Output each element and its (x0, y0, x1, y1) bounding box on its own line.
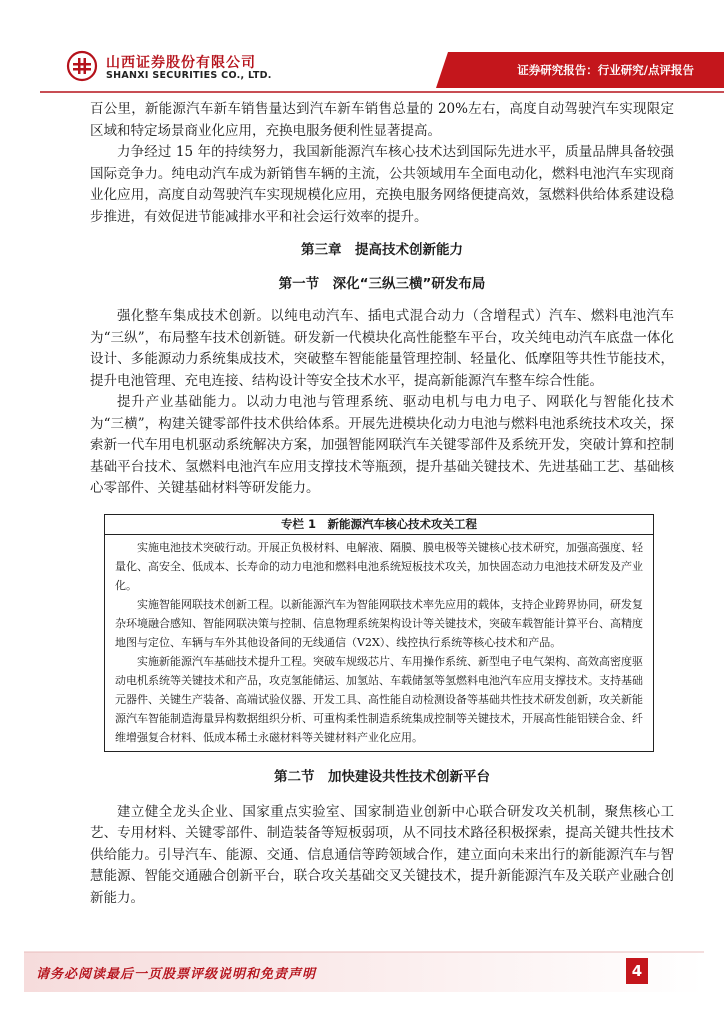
paragraph: 建立健全龙头企业、国家重点实验室、国家制造业创新中心联合研发攻关机制，聚焦核心工艺、专用材料、关键零部件、制造装备等短板弱项，从不同技术路径积极探索，提高关键共性技术供给能力。引导汽车、能源、交通、信息通信等跨领域合作，建立面向未来出行的新能源汽车与智慧能源、智能交通融合创新平台，联合攻关基础交叉关键技术，提升新能源汽车及关联产业融合创新能力。 (90, 803, 674, 906)
page-number: 4 (626, 958, 648, 984)
chapter-title: 第三章 提高技术创新能力 (301, 242, 463, 258)
company-name-cn: 山西证券股份有限公司 (106, 55, 256, 71)
paragraph: 百公里，新能源汽车新车销售量达到汽车新车销售总量的 20%左右，高度自动驾驶汽车实现限定区域和特定场景商业化应用，充换电服务便利性显著提高。 (90, 101, 674, 139)
feature-box-paragraph: 实施智能网联技术创新工程。以新能源汽车为智能网联技术率先应用的载体，支持企业跨界协同，研发复杂环境融合感知、智能网联决策与控制、信息物理系统架构设计等关键技术，突破车载智能计算平台、高精度地图与定位、车辆与车外其他设备间的无线通信（V2X）、线控执行系统等核心技术和产品。 (115, 597, 643, 649)
disclaimer-note: 请务必阅读最后一页股票评级说明和免责声明 (36, 967, 317, 982)
paragraph: 强化整车集成技术创新。以纯电动汽车、插电式混合动力（含增程式）汽车、燃料电池汽车为“三纵”，布局整车技术创新链。研发新一代模块化高性能整车平台，攻关纯电动汽车底盘一体化设计、多能源动力系统集成技术，突破整车智能能量管理控制、轻量化、低摩阻等共性节能技术，提升电池管理、充电连接、结构设计等安全技术水平，提高新能源汽车整车综合性能。 (90, 308, 674, 389)
feature-box-paragraph: 实施电池技术突破行动。开展正负极材料、电解液、隔膜、膜电极等关键核心技术研究，加强高强度、轻量化、高安全、低成本、长寿命的动力电池和燃料电池系统短板技术攻关，加快固态动力电池技术研发及产业化。 (115, 540, 643, 592)
header-decoration (0, 0, 724, 98)
report-type-label: 证券研究报告：行业研究/点评报告 (517, 63, 694, 77)
feature-box (104, 514, 654, 752)
company-logo-icon (66, 50, 98, 82)
paragraph: 力争经过 15 年的持续努力，我国新能源汽车核心技术达到国际先进水平，质量品牌具备较强国际竞争力。纯电动汽车成为新销售车辆的主流，公共领域用车全面电动化，燃料电池汽车实现商业化应用，高度自动驾驶汽车实现规模化应用，充换电服务网络便捷高效，氢燃料供给体系建设稳步推进，有效促进节能减排水平和社会运行效率的提升。 (90, 144, 674, 225)
page-header (0, 0, 724, 98)
company-name-en: SHANXI SECURITIES CO., LTD. (106, 70, 272, 81)
main-content (90, 99, 674, 909)
section-title: 第二节 加快建设共性技术创新平台 (274, 768, 490, 785)
feature-box-paragraph: 实施新能源汽车基础技术提升工程。突破车规级芯片、车用操作系统、新型电子电气架构、高效高密度驱动电机系统等关键技术和产品，攻克氢能储运、加氢站、车载储氢等氢燃料电池汽车应用支撑技术。支持基础元器件、关键生产装备、高端试验仪器、开发工具、高性能自动检测设备等基础共性技术研发创新，攻关新能源汽车智能制造海量异构数据组织分析、可重构柔性制造系统集成控制等关键技术，开展高性能铝镁合金、纤维增强复合材料、低成本稀土永磁材料等关键材料产业化应用。 (115, 654, 643, 744)
paragraph: 提升产业基础能力。以动力电池与管理系统、驱动电机与电力电子、网联化与智能化技术为“三横”，构建关键零部件技术供给体系。开展先进模块化动力电池与燃料电池系统技术攻关，探索新一代车用电机驱动系统解决方案，加强智能网联汽车关键零部件及系统开发，突破计算和控制基础平台技术、氢燃料电池汽车应用支撑技术等瓶颈，提升基础关键技术、先进基础工艺、基础核心零部件、关键基础材料等研发能力。 (90, 394, 674, 496)
feature-box-title: 专栏 1 新能源汽车核心技术攻关工程 (105, 515, 653, 535)
section-title: 第一节 深化“三纵三横”研发布局 (278, 276, 486, 292)
